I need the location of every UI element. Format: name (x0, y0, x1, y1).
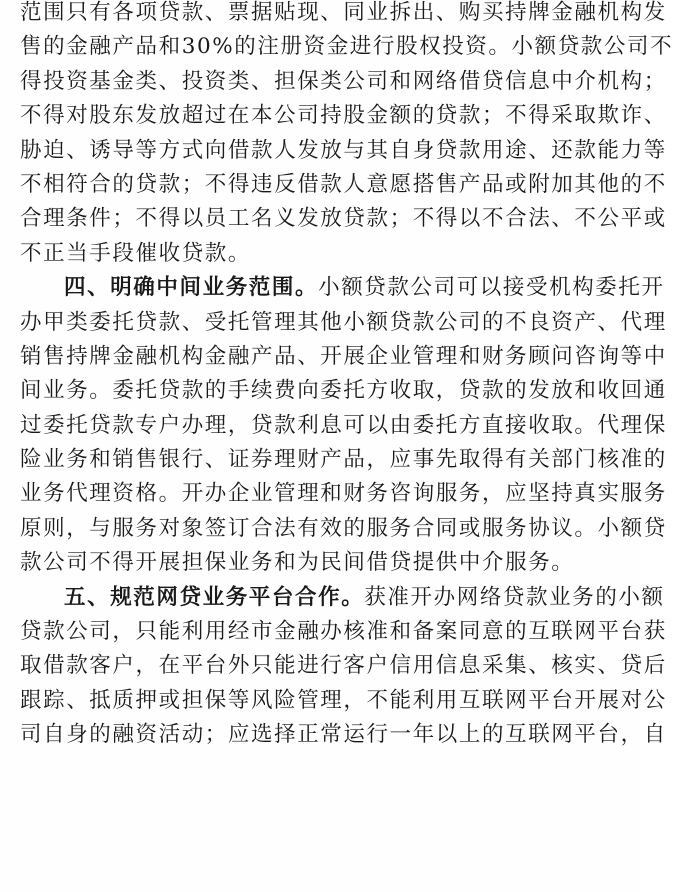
text-line (20, 306, 667, 340)
text-line (20, 615, 667, 649)
line-text: 办甲类委托贷款、受托管理其他小额贷款公司的不良资产、代理 (20, 309, 667, 335)
line-text: 业务代理资格。开办企业管理和财务咨询服务，应坚持真实服务 (20, 481, 667, 507)
document-body (20, 0, 673, 753)
section-heading: 四、明确中间业务范围。 (64, 275, 319, 301)
line-text: 销售持牌金融机构金融产品、开展企业管理和财务顾问咨询等中 (20, 343, 667, 369)
text-line (20, 340, 667, 374)
text-line (20, 202, 667, 236)
text-line (20, 546, 632, 580)
line-text: 间业务。委托贷款的手续费向委托方收取，贷款的发放和收回通 (20, 378, 667, 404)
text-line (20, 649, 667, 683)
line-text: 小额贷款公司可以接受机构委托开 (318, 275, 665, 301)
text-line (20, 99, 667, 133)
text-line (20, 0, 667, 30)
text-line (20, 168, 667, 202)
line-text: 过委托贷款专户办理，贷款利息可以由委托方直接收取。代理保 (20, 412, 667, 438)
line-text: 跟踪、抵质押或担保等风险管理，不能利用互联网平台开展对公 (20, 687, 667, 713)
line-text: 售的金融产品和30%的注册资金进行股权投资。小额贷款公司不 (20, 34, 673, 60)
section-five-first-line (20, 581, 665, 615)
line-text: 贷款公司，只能利用经市金融办核准和备案同意的互联网平台获 (20, 619, 667, 645)
text-line (20, 718, 667, 752)
section-heading: 五、规范网贷业务平台合作。 (64, 584, 365, 610)
text-line (20, 30, 673, 64)
line-text: 险业务和销售银行、证券理财产品，应事先取得有关部门核准的 (20, 447, 667, 473)
text-line (20, 409, 667, 443)
line-text: 不正当手段催收贷款。 (20, 240, 252, 266)
text-line (20, 684, 667, 718)
line-text: 原则，与服务对象签订合法有效的服务合同或服务协议。小额贷 (20, 515, 667, 541)
line-text: 得投资基金类、投资类、担保类公司和网络借贷信息中介机构； (20, 68, 667, 94)
line-text: 范围只有各项贷款、票据贴现、同业拆出、购买持牌金融机构发 (20, 0, 667, 25)
text-line (20, 443, 667, 477)
text-line (20, 512, 667, 546)
text-line (20, 374, 667, 408)
line-text: 不得对股东发放超过在本公司持股金额的贷款；不得采取欺诈、 (20, 103, 667, 129)
text-line (20, 477, 667, 511)
line-text: 胁迫、诱导等方式向借款人发放与其自身贷款用途、还款能力等 (20, 137, 667, 163)
line-text: 司自身的融资活动；应选择正常运行一年以上的互联网平台，自 (20, 722, 667, 748)
line-text: 合理条件；不得以员工名义发放贷款；不得以不合法、不公平或 (20, 206, 667, 232)
text-line (20, 65, 667, 99)
section-four-first-line (20, 271, 665, 305)
line-text: 不相符合的贷款；不得违反借款人意愿搭售产品或附加其他的不 (20, 171, 667, 197)
line-text: 款公司不得开展担保业务和为民间借贷提供中介服务。 (20, 550, 575, 576)
text-line (20, 134, 667, 168)
line-text: 获准开办网络贷款业务的小额 (364, 584, 665, 610)
line-text: 取借款客户，在平台外只能进行客户信用信息采集、核实、贷后 (20, 653, 667, 679)
text-line (20, 237, 632, 271)
